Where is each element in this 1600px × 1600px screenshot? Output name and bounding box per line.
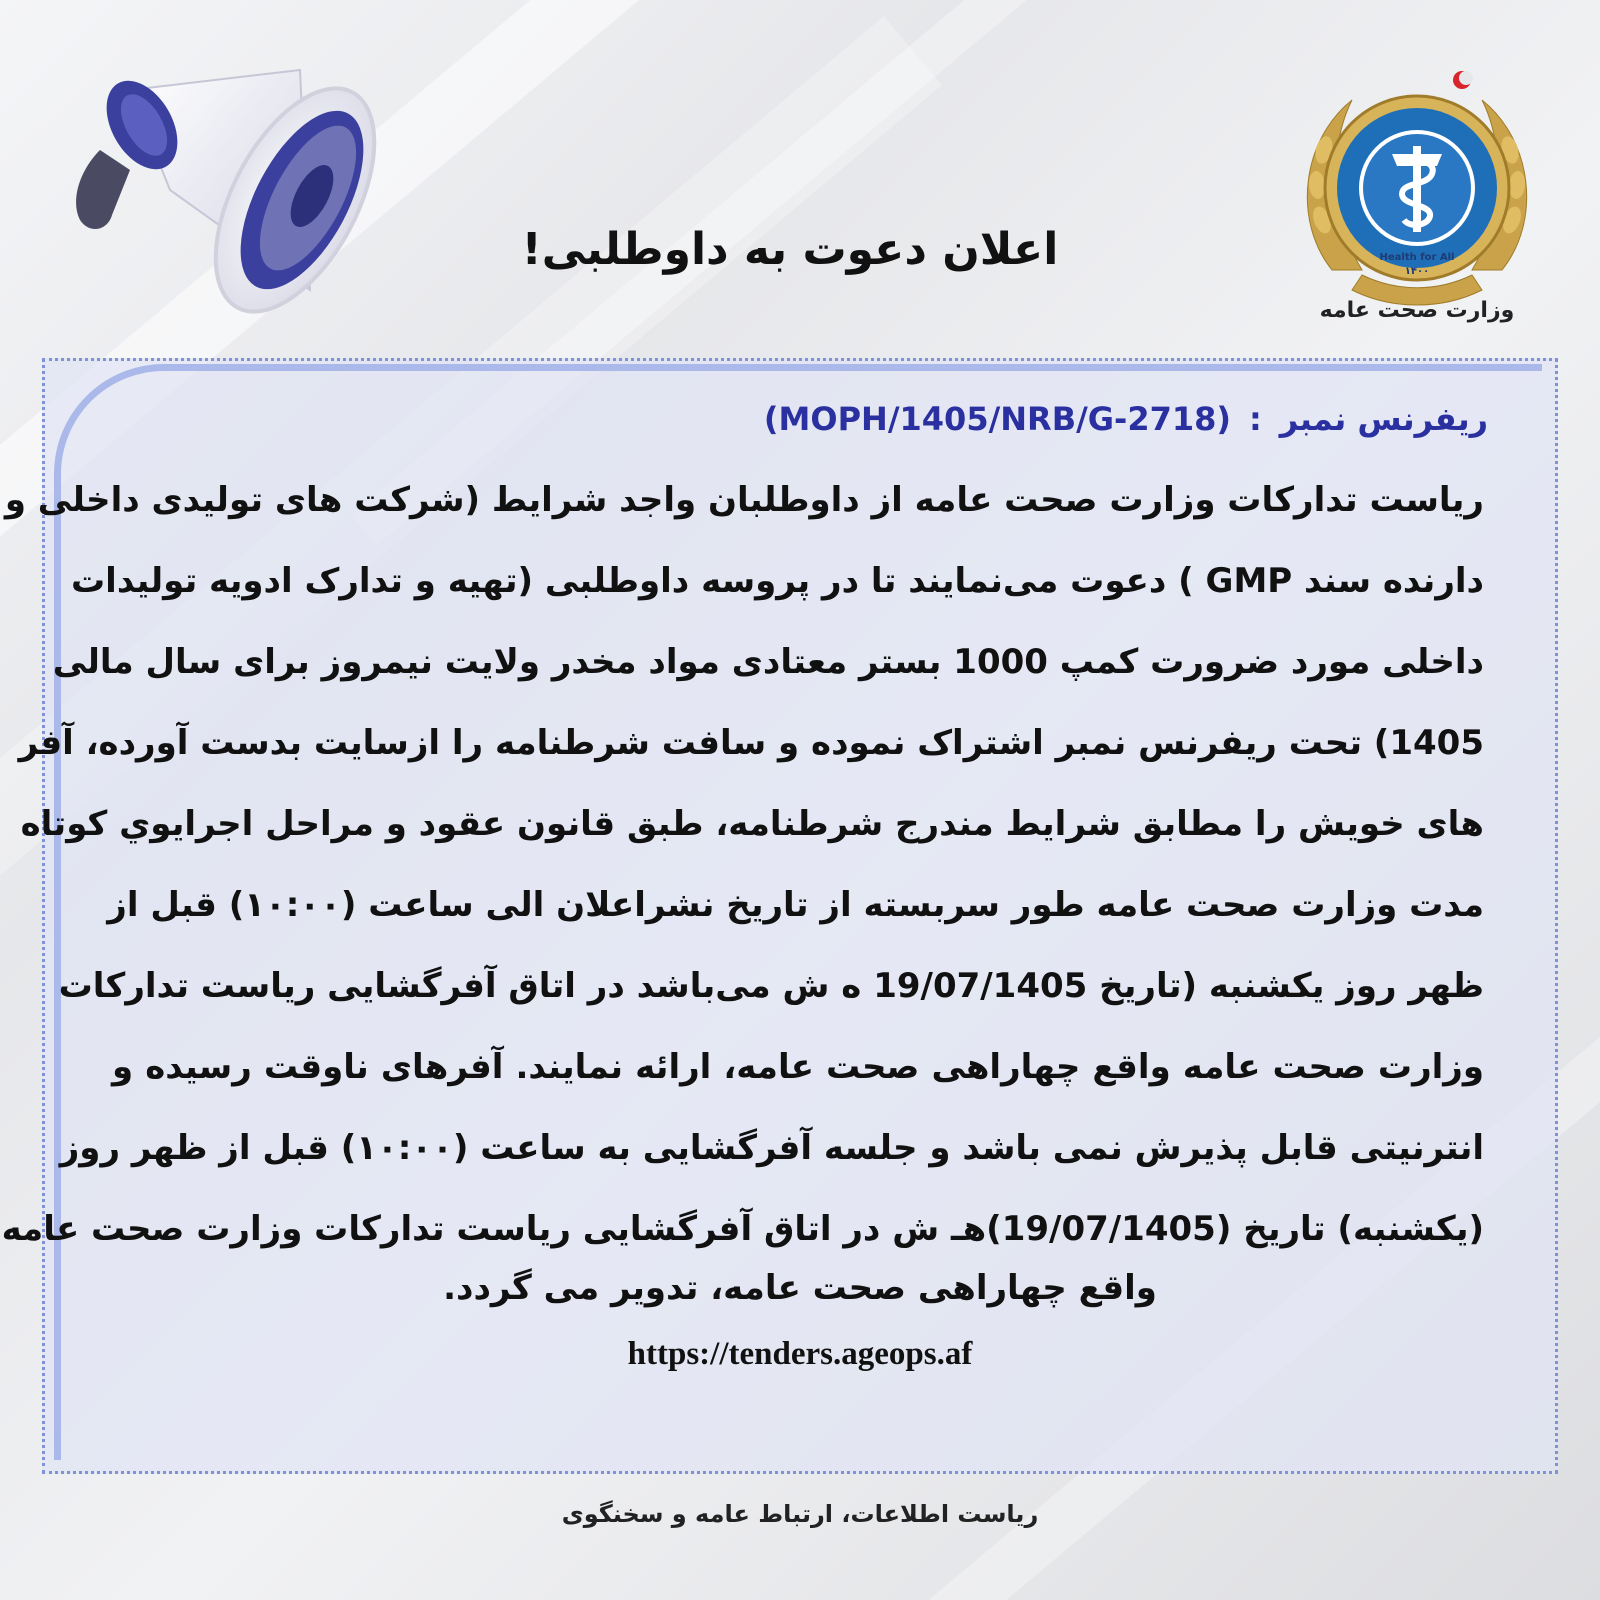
tender-url-link[interactable]: https://tenders.ageops.af <box>627 1336 973 1372</box>
reference-value: (MOPH/1405/NRB/G-2718) <box>763 400 1231 438</box>
reference-label: ریفرنس نمبر <box>1279 400 1488 438</box>
footer-department: ریاست اطلاعات، ارتباط عامه و سخنگوی <box>561 1500 1039 1528</box>
megaphone-icon <box>60 30 390 330</box>
body-line: های خویش را مطابق شرایط مندرج شرطنامه، طبق قانون عقود و مراحل اجرایوي کوتاه <box>20 804 1484 844</box>
body-line: ریاست تدارکات وزارت صحت عامه از داوطلبان واجد شرایط (شرکت های تولیدی داخلی و <box>4 480 1484 520</box>
reference-number <box>764 400 1488 438</box>
body-line: دارنده سند GMP ) دعوت می‌نمایند تا در پروسه داوطلبی (تهیه و تدارک ادویه تولیدات <box>71 561 1484 601</box>
body-last-line: واقع چهاراهی صحت عامه، تدویر می گردد. <box>443 1268 1157 1308</box>
body-line: (یکشنبه) تاریخ (19/07/1405)هـ ش در اتاق آفرگشایی ریاست تدارکات وزارت صحت عامه <box>1 1209 1484 1249</box>
ministry-emblem-icon <box>1292 70 1542 320</box>
svg-text:۱۴۰۰: ۱۴۰۰ <box>1404 266 1430 277</box>
body-line: داخلی مورد ضرورت کمپ 1000 بستر معتادی مواد مخدر ولایت نیمروز برای سال مالی <box>52 642 1484 682</box>
body-line: ظهر روز یکشنبه (تاریخ 19/07/1405 ه ش می‌باشد در اتاق آفرگشایی ریاست تدارکات <box>58 966 1484 1006</box>
body-line: مدت وزارت صحت عامه طور سربسته از تاریخ نشراعلان الی ساعت (۱۰:۰۰) قبل از <box>107 885 1484 925</box>
page-title: اعلان دعوت به داوطلبی! <box>521 224 1059 275</box>
body-line: 1405) تحت ریفرنس نمبر اشتراک نموده و سافت شرطنامه را ازسایت بدست آورده، آفر <box>18 723 1484 763</box>
reference-separator: : <box>1249 400 1262 438</box>
body-line: انترنیتی قابل پذیرش نمی باشد و جلسه آفرگشایی به ساعت (۱۰:۰۰) قبل از ظهر روز <box>59 1128 1484 1168</box>
ministry-label: وزارت صحت عامه <box>1319 298 1515 323</box>
svg-text:Health for All: Health for All <box>1379 252 1455 263</box>
body-line: وزارت صحت عامه واقع چهاراهی صحت عامه، ارائه نمایند. آفرهای ناوقت رسیده و <box>112 1047 1484 1087</box>
